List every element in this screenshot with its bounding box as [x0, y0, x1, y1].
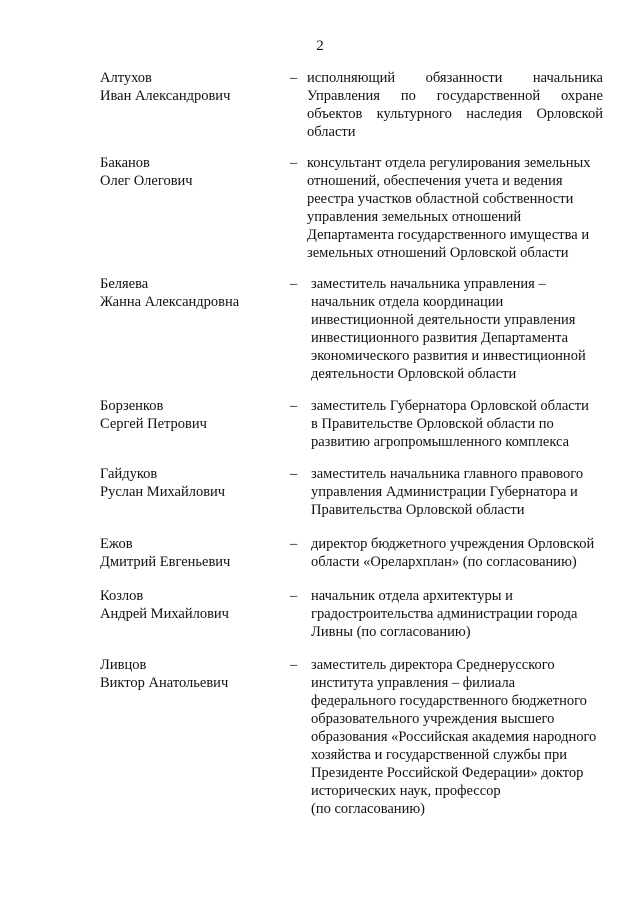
member-given-names: Дмитрий Евгеньевич — [100, 554, 231, 570]
member-name — [100, 587, 280, 623]
position-line: деятельности Орловской области — [311, 366, 517, 382]
member-name — [100, 465, 280, 501]
member-surname: Гайдуков — [100, 466, 158, 482]
member-name — [100, 154, 280, 190]
position-line: (по согласованию) — [311, 801, 425, 817]
member-surname: Баканов — [100, 155, 150, 171]
member-position — [311, 656, 607, 818]
member-position — [311, 535, 607, 571]
position-line: реестра участков областной собственности — [307, 191, 574, 207]
member-name — [100, 69, 280, 105]
position-line: в Правительстве Орловской области по — [311, 416, 554, 432]
member-given-names: Олег Олегович — [100, 173, 193, 189]
position-line: заместитель директора Среднерусского — [311, 657, 555, 673]
position-line: Ливны (по согласованию) — [311, 624, 471, 640]
member-surname: Алтухов — [100, 70, 152, 86]
member-given-names: Виктор Анатольевич — [100, 675, 229, 691]
position-line: области — [307, 124, 356, 140]
position-line: начальник отдела координации — [311, 294, 504, 310]
member-name — [100, 275, 280, 311]
position-line: начальник отдела архитектуры и — [311, 588, 513, 604]
member-position — [307, 69, 603, 141]
position-line: Управления по государственной охране — [307, 88, 603, 104]
member-surname: Ливцов — [100, 657, 147, 673]
position-line: области «Орелархплан» (по согласованию) — [311, 554, 577, 570]
position-line: инвестиционного развития Департамента — [311, 330, 569, 346]
position-line: исторических наук, профессор — [311, 783, 501, 799]
entry-dash: – — [290, 276, 298, 292]
position-line: Департамента государственного имущества и — [307, 227, 590, 243]
member-surname: Ежов — [100, 536, 133, 552]
position-line: хозяйства и государственной службы при — [311, 747, 568, 763]
position-line: экономического развития и инвестиционной — [311, 348, 586, 364]
member-position — [311, 397, 607, 451]
member-surname: Борзенков — [100, 398, 164, 414]
entry-dash: – — [290, 466, 298, 482]
member-position — [307, 154, 603, 262]
entry-dash: – — [290, 657, 298, 673]
position-line: заместитель Губернатора Орловской области — [311, 398, 589, 414]
member-position — [311, 465, 607, 519]
position-line: Президенте Российской Федерации» доктор — [311, 765, 584, 781]
member-name — [100, 397, 280, 433]
position-line: заместитель начальника главного правового — [311, 466, 584, 482]
position-line: исполняющий обязанности начальника — [307, 70, 603, 86]
member-given-names: Руслан Михайлович — [100, 484, 226, 500]
member-given-names: Жанна Александровна — [100, 294, 240, 310]
member-given-names: Сергей Петрович — [100, 416, 207, 432]
position-line: федерального государственного бюджетного — [311, 693, 587, 709]
position-line: консультант отдела регулирования земельных — [307, 155, 591, 171]
entry-dash: – — [290, 588, 298, 604]
position-line: градостроительства администрации города — [311, 606, 578, 622]
member-name — [100, 535, 280, 571]
entry-dash: – — [290, 155, 298, 171]
position-line: управления Администрации Губернатора и — [311, 484, 578, 500]
position-line: управления земельных отношений — [307, 209, 522, 225]
position-line: отношений, обеспечения учета и ведения — [307, 173, 563, 189]
position-line: заместитель начальника управления – — [311, 276, 546, 292]
position-line: Правительства Орловской области — [311, 502, 525, 518]
entry-dash: – — [290, 536, 298, 552]
entry-dash: – — [290, 70, 298, 86]
position-line: объектов культурного наследия Орловской — [307, 106, 603, 122]
member-position — [311, 275, 607, 383]
position-line: директор бюджетного учреждения Орловской — [311, 536, 595, 552]
position-line: инвестиционной деятельности управления — [311, 312, 576, 328]
member-surname: Беляева — [100, 276, 149, 292]
position-line: земельных отношений Орловской области — [307, 245, 569, 261]
member-given-names: Иван Александрович — [100, 88, 231, 104]
position-line: института управления – филиала — [311, 675, 516, 691]
position-line: образования «Российская академия народного — [311, 729, 597, 745]
position-line: развитию агропромышленного комплекса — [311, 434, 570, 450]
page-number: 2 — [316, 38, 324, 54]
member-surname: Козлов — [100, 588, 144, 604]
member-name — [100, 656, 280, 692]
entry-dash: – — [290, 398, 298, 414]
member-given-names: Андрей Михайлович — [100, 606, 229, 622]
member-position — [311, 587, 607, 641]
position-line: образовательного учреждения высшего — [311, 711, 555, 727]
